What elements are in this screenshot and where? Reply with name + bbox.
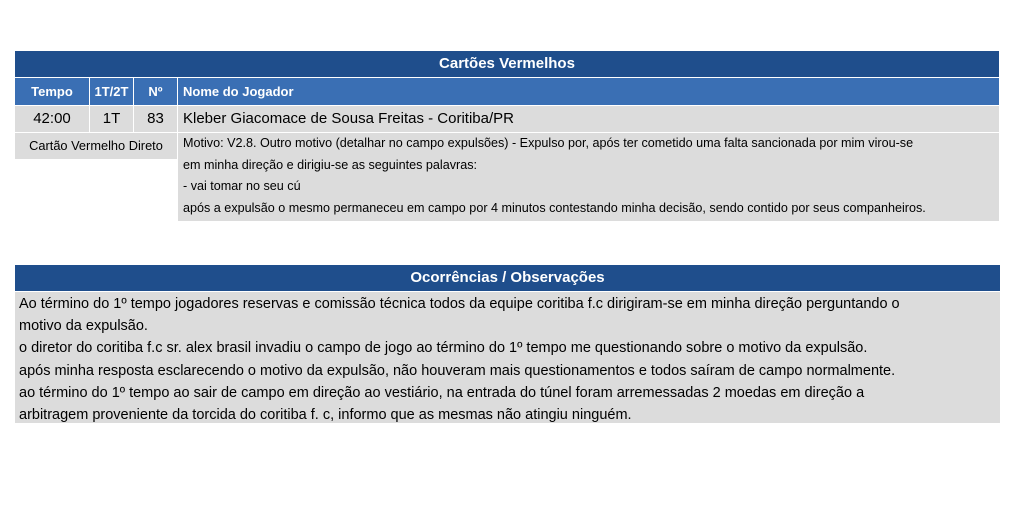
motive-line: em minha direção e dirigiu-se as seguintes palavras: bbox=[183, 157, 478, 172]
occurrence-line: Ao término do 1º tempo jogadores reservas e comissão técnica todos da equipe coritiba f.c dirigiram-se em minha direção perguntando o bbox=[19, 296, 900, 312]
occurrences-text bbox=[15, 292, 1000, 423]
header-number: Nº bbox=[134, 78, 177, 105]
red-cards-title: Cartões Vermelhos bbox=[15, 51, 999, 77]
cell-tempo: 42:00 bbox=[15, 106, 89, 132]
header-half: 1T/2T bbox=[90, 78, 133, 105]
occurrences-title: Ocorrências / Observações bbox=[15, 265, 1000, 291]
occurrence-line: após minha resposta esclarecendo o motivo da expulsão, não houveram mais questionamentos e todos saíram de campo normalmente. bbox=[19, 362, 896, 379]
motive-line: - vai tomar no seu cú bbox=[183, 179, 301, 194]
motive-line: após a expulsão o mesmo permaneceu em campo por 4 minutos contestando minha decisão, sendo contido por seus companheiros. bbox=[183, 201, 926, 216]
occurrence-line: motivo da expulsão. bbox=[19, 318, 148, 335]
occurrence-line: o diretor do coritiba f.c sr. alex brasil invadiu o campo de jogo ao término do 1º tempo me questionando sobre o motivo da expulsão. bbox=[19, 340, 868, 357]
cell-player-name: Kleber Giacomace de Sousa Freitas - Coritiba/PR bbox=[178, 106, 999, 132]
cell-half: 1T bbox=[90, 106, 133, 132]
motive-line: Motivo: V2.8. Outro motivo (detalhar no campo expulsões) - Expulso por, após ter cometido uma falta sancionada por mim virou-se bbox=[183, 136, 914, 150]
cell-number: 83 bbox=[134, 106, 177, 132]
motive-text bbox=[178, 133, 999, 221]
header-tempo: Tempo bbox=[15, 78, 89, 105]
occurrence-line: ao término do 1º tempo ao sair de campo em direção ao vestiário, na entrada do túnel foram arremessadas 2 moedas em direção a bbox=[19, 384, 865, 401]
header-player-name: Nome do Jogador bbox=[178, 78, 999, 105]
card-type-label: Cartão Vermelho Direto bbox=[15, 133, 177, 159]
occurrence-line: arbitragem proveniente da torcida do coritiba f. c, informo que as mesmas não atingiu ninguém. bbox=[19, 407, 632, 424]
